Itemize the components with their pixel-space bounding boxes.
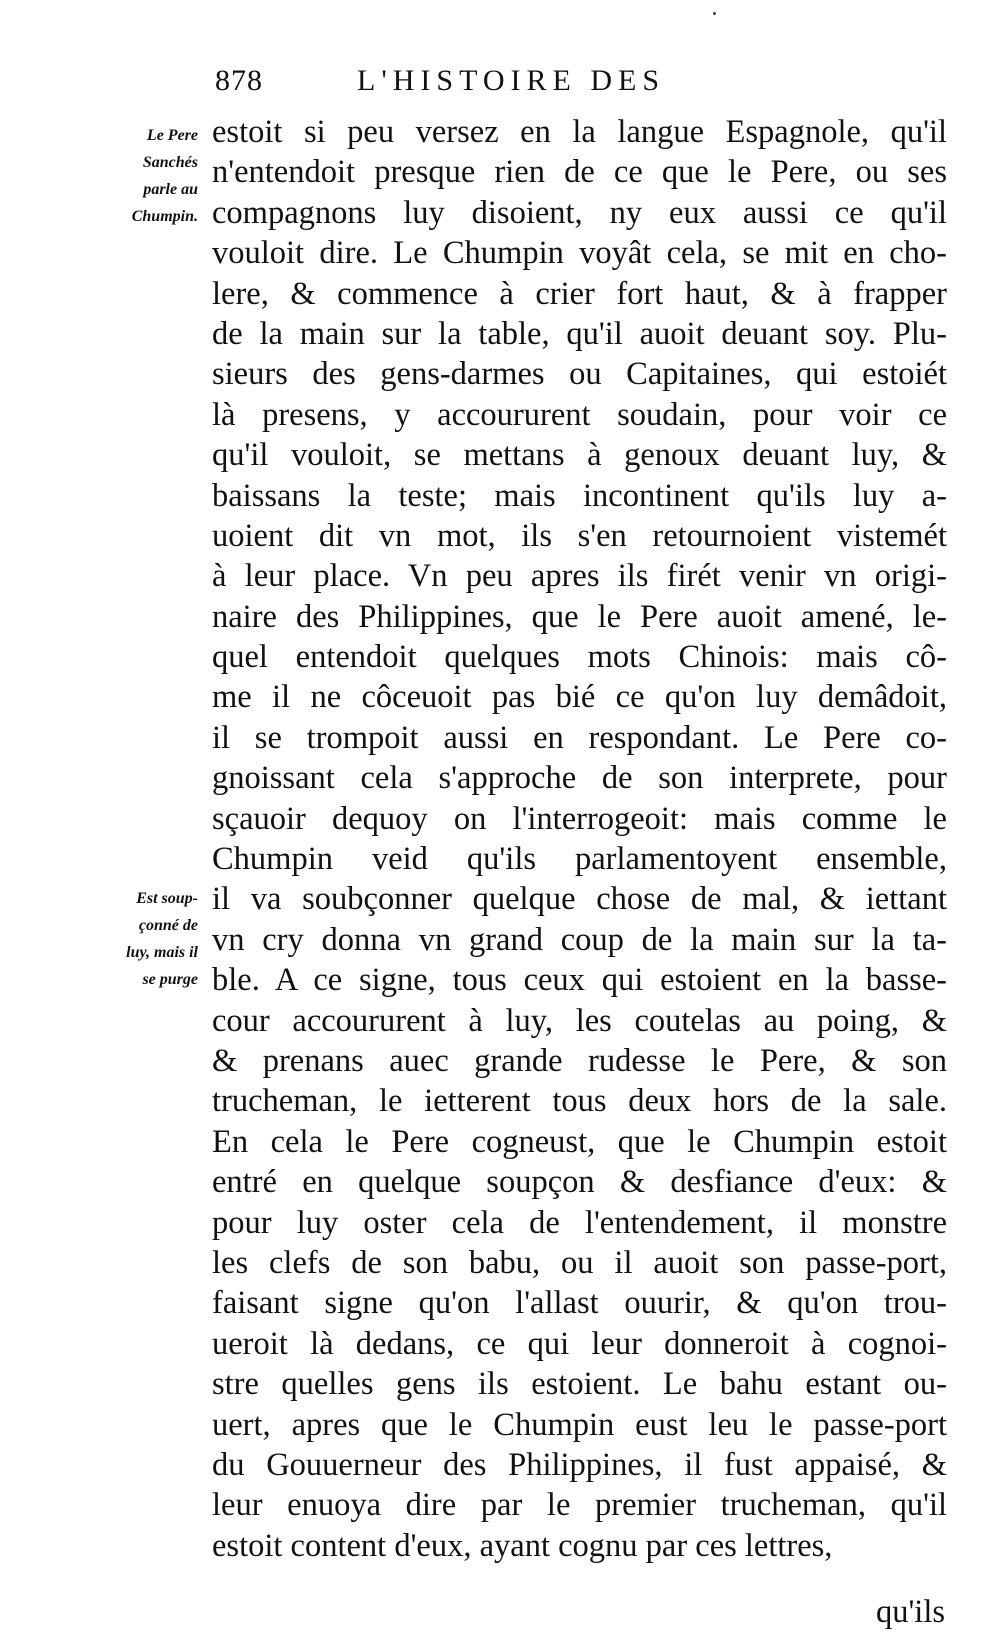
text-line: du Gouuerneur des Philippines, il fust appaisé, & <box>212 1446 947 1483</box>
margin-note-line: Sanchés <box>142 154 198 171</box>
text-line: En cela le Pere cogneust, que le Chumpin estoit <box>212 1123 947 1160</box>
margin-note-line: parle au <box>143 181 198 198</box>
text-line: faisant signe qu'on l'allast ouurir, & qu'on trou- <box>212 1285 947 1322</box>
text-line: pour luy oster cela de l'entendement, il monstre <box>212 1204 947 1241</box>
text-line: uert, apres que le Chumpin eust leu le passe-port <box>212 1406 947 1443</box>
text-line: quel entendoit quelques mots Chinois: mais cô- <box>212 639 947 676</box>
ink-speck <box>713 12 716 15</box>
text-line: là presens, y accoururent soudain, pour voir ce <box>212 396 947 433</box>
margin-note-2 <box>58 885 198 993</box>
text-line: Chumpin veid qu'ils parlamentoyent ensemble, <box>212 841 947 878</box>
text-line: estoit content d'eux, ayant cognu par ces lettres, <box>212 1527 833 1564</box>
text-line: sieurs des gens-darmes ou Capitaines, qui estoiét <box>212 356 947 393</box>
text-line: à leur place. Vn peu apres ils firét venir vn origi- <box>212 558 947 595</box>
margin-note-1 <box>70 122 198 230</box>
text-line: stre quelles gens ils estoient. Le bahu estant ou- <box>212 1366 947 1403</box>
catchword: qu'ils <box>875 1594 945 1630</box>
text-line: baissans la teste; mais incontinent qu'ils luy a- <box>212 477 947 514</box>
text-line: cour accoururent à luy, les coutelas au poing, & <box>212 1002 947 1039</box>
text-line: entré en quelque soupçon & desfiance d'eux: & <box>212 1164 947 1201</box>
text-line: vn cry donna vn grand coup de la main sur la ta- <box>212 921 947 958</box>
text-line: gnoissant cela s'approche de son interprete, pour <box>212 760 947 797</box>
text-line: ble. A ce signe, tous ceux qui estoient en la basse- <box>212 962 947 999</box>
text-line: uoient dit vn mot, ils s'en retournoient vistemét <box>212 517 947 554</box>
text-line: vouloit dire. Le Chumpin voyât cela, se mit en cho- <box>212 235 947 272</box>
margin-note-line: Est soup- <box>136 890 198 907</box>
text-line: naire des Philippines, que le Pere auoit amené, le- <box>212 598 947 635</box>
body-text <box>212 112 947 1566</box>
margin-note-line: se purge <box>142 971 198 988</box>
margin-note-line: çonné de <box>138 917 198 934</box>
text-line: les clefs de son babu, ou il auoit son passe-port, <box>212 1244 947 1281</box>
text-line: de la main sur la table, qu'il auoit deuant soy. Plu- <box>212 315 947 352</box>
text-line: & prenans auec grande rudesse le Pere, & son <box>212 1042 947 1079</box>
text-line: ueroit là dedans, ce qui leur donneroit à cognoi- <box>212 1325 947 1362</box>
margin-note-line: Le Pere <box>146 127 198 144</box>
text-line: trucheman, le ietterent tous deux hors de la sale. <box>212 1083 947 1120</box>
text-line: estoit si peu versez en la langue Espagnole, qu'il <box>212 114 947 150</box>
text-line: me il ne côceuoit pas bié ce qu'on luy demâdoit, <box>212 679 947 716</box>
text-line: leur enuoya dire par le premier trucheman, qu'il <box>212 1487 947 1524</box>
text-line: compagnons luy disoient, ny eux aussi ce qu'il <box>212 194 947 231</box>
margin-note-line: Chumpin. <box>131 208 198 225</box>
text-line: n'entendoit presque rien de ce que le Pere, ou ses <box>212 154 947 191</box>
text-line: qu'il vouloit, se mettans à genoux deuant luy, & <box>212 437 947 474</box>
margin-note-line: luy, mais il <box>126 944 198 961</box>
text-line: il se trompoit aussi en respondant. Le Pere co- <box>212 719 947 756</box>
page-number: 878 <box>215 64 263 97</box>
text-line: lere, & commence à crier fort haut, & à frapper <box>212 275 947 312</box>
text-line: sçauoir dequoy on l'interrogeoit: mais comme le <box>212 800 947 837</box>
page-header <box>215 64 810 104</box>
running-head: L'HISTOIRE DES <box>357 64 666 97</box>
text-line: il va soubçonner quelque chose de mal, & iettant <box>212 881 947 918</box>
